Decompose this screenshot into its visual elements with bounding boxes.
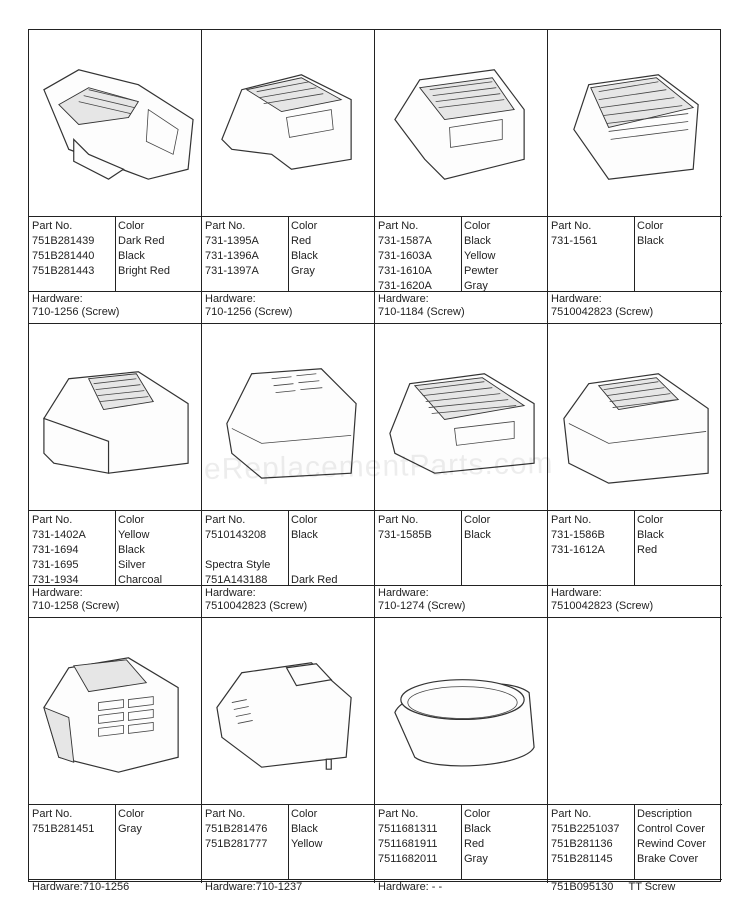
part-no-header: Part No. <box>378 220 419 232</box>
color-value: Dark Red <box>118 235 165 247</box>
style-label: Spectra Style <box>205 559 271 571</box>
description-value: Control Cover <box>637 823 705 835</box>
part-number: 731-1695 <box>32 559 79 571</box>
color-value: Black <box>464 235 491 247</box>
part-number: 751B281145 <box>551 853 613 865</box>
hardware-info: Hardware: 710-1258 (Screw) <box>32 587 120 612</box>
color-value: Dark Red <box>291 574 338 586</box>
part-no-header: Part No. <box>205 808 246 820</box>
part-number: 731-1561 <box>551 235 598 247</box>
part-no-header: Part No. <box>378 514 419 526</box>
part-info-11 <box>375 805 547 880</box>
part-info-9 <box>29 805 201 880</box>
part-cell-12 <box>548 618 722 893</box>
part-no-header: Part No. <box>32 514 73 526</box>
part-no-header: Part No. <box>378 808 419 820</box>
hardware-info: Hardware: 710-1274 (Screw) <box>378 587 466 612</box>
color-value: Black <box>464 823 491 835</box>
hardware-info: 751B095130 TT Screw <box>551 881 676 893</box>
color-header: Color <box>637 220 664 232</box>
description-header: Description <box>637 808 693 820</box>
part-cell-5 <box>29 324 202 618</box>
color-value: Black <box>464 529 491 541</box>
part-no-header: Part No. <box>32 220 73 232</box>
hood-housing-4-icon <box>548 30 722 217</box>
part-cell-4 <box>548 30 722 324</box>
part-info-5 <box>29 511 201 586</box>
hood-housing-3-icon <box>375 30 547 217</box>
part-no-header: Part No. <box>551 808 592 820</box>
hardware-info: Hardware:710-1256 <box>32 881 130 893</box>
part-number: 731-1934 <box>32 574 79 586</box>
part-number: 751B281440 <box>32 250 95 262</box>
color-header: Color <box>118 514 145 526</box>
color-value: Yellow <box>464 250 496 262</box>
color-value: Black <box>637 235 664 247</box>
part-cell-1 <box>29 30 202 324</box>
part-number: 751B281136 <box>551 838 613 850</box>
hood-housing-9-icon <box>29 618 201 805</box>
color-value: Silver <box>118 559 146 571</box>
part-no-header: Part No. <box>32 808 73 820</box>
color-header: Color <box>291 808 318 820</box>
hardware-info: Hardware: 710-1184 (Screw) <box>378 293 465 318</box>
part-number: 7511681311 <box>378 823 438 835</box>
color-value: Red <box>464 838 485 850</box>
hood-housing-1-icon <box>29 30 201 217</box>
description-value: Brake Cover <box>637 853 699 865</box>
color-header: Color <box>291 514 318 526</box>
hardware-info: Hardware:710-1237 <box>205 881 303 893</box>
color-header: Color <box>291 220 318 232</box>
color-value: Gray <box>118 823 142 835</box>
part-info-4 <box>548 217 722 292</box>
part-info-2 <box>202 217 374 292</box>
part-no-header: Part No. <box>205 514 246 526</box>
part-no-header: Part No. <box>205 220 246 232</box>
color-header: Color <box>464 808 491 820</box>
color-value: Black <box>118 250 145 262</box>
part-number: 731-1603A <box>378 250 432 262</box>
color-header: Color <box>464 220 491 232</box>
color-value: Black <box>291 529 318 541</box>
part-number: 731-1694 <box>32 544 79 556</box>
part-number: 731-1396A <box>205 250 259 262</box>
part-cell-9 <box>29 618 202 893</box>
part-number: 731-1610A <box>378 265 432 277</box>
part-cell-11 <box>375 618 548 893</box>
part-info-12 <box>548 805 722 880</box>
hardware-info: Hardware: 710-1256 (Screw) <box>32 293 120 318</box>
part-number: 751B281439 <box>32 235 95 247</box>
hardware-info: Hardware: 710-1256 (Screw) <box>205 293 293 318</box>
hardware-info: Hardware: 7510042823 (Screw) <box>551 293 654 318</box>
part-info-6 <box>202 511 374 586</box>
color-header: Color <box>118 220 145 232</box>
part-cell-8 <box>548 324 722 618</box>
color-value: Gray <box>291 265 315 277</box>
part-number: 731-1395A <box>205 235 259 247</box>
hood-housing-2-icon <box>202 30 374 217</box>
part-number: 7511681911 <box>378 838 438 850</box>
color-header: Color <box>118 808 145 820</box>
part-number: 7511682011 <box>378 853 438 865</box>
part-info-8 <box>548 511 722 586</box>
part-info-1 <box>29 217 201 292</box>
color-value: Yellow <box>118 529 150 541</box>
hood-housing-8-icon <box>548 324 722 511</box>
color-header: Color <box>464 514 491 526</box>
color-value: Black <box>291 250 318 262</box>
color-value: Bright Red <box>118 265 170 277</box>
color-value: Red <box>637 544 658 556</box>
color-value: Black <box>118 544 145 556</box>
part-number: 751B2251037 <box>551 823 620 835</box>
part-number: 731-1612A <box>551 544 605 556</box>
part-number <box>205 543 287 558</box>
color-value: Gray <box>464 280 488 292</box>
hardware-info: Hardware: 7510042823 (Screw) <box>551 587 654 612</box>
shroud-ring-icon <box>375 618 547 805</box>
part-number: 731-1585B <box>378 529 432 541</box>
part-info-7 <box>375 511 547 586</box>
color-value: Black <box>637 529 664 541</box>
description-value: Rewind Cover <box>637 838 707 850</box>
color-value: Gray <box>464 853 488 865</box>
part-cell-2 <box>202 30 375 324</box>
part-number: 751B281777 <box>205 838 268 850</box>
part-info-3 <box>375 217 547 292</box>
part-number: 751A143188 <box>205 574 268 586</box>
part-number: 731-1587A <box>378 235 432 247</box>
part-number: 731-1402A <box>32 529 86 541</box>
color-value: Red <box>291 235 312 247</box>
part-number: 751B281443 <box>32 265 95 277</box>
color-value: Black <box>291 823 318 835</box>
color-value: Yellow <box>291 838 323 850</box>
part-number: 751B281476 <box>205 823 268 835</box>
part-number: 7510143208 <box>205 529 267 541</box>
hardware-info: Hardware: 7510042823 (Screw) <box>205 587 308 612</box>
color-header: Color <box>637 514 664 526</box>
part-number: 751B281451 <box>32 823 95 835</box>
part-number: 731-1397A <box>205 265 259 277</box>
part-no-header: Part No. <box>551 220 592 232</box>
cover-set-icon <box>548 618 722 805</box>
watermark: eReplacementParts.com <box>203 446 554 487</box>
part-info-10 <box>202 805 374 880</box>
color-value: Charcoal <box>118 574 163 586</box>
part-cell-10 <box>202 618 375 893</box>
part-number: 731-1620A <box>378 280 432 292</box>
color-value: Pewter <box>464 265 499 277</box>
hardware-info: Hardware: - - <box>378 881 443 893</box>
engine-cover-icon <box>202 618 374 805</box>
parts-sheet <box>28 29 721 893</box>
part-cell-3 <box>375 30 548 324</box>
part-number: 731-1586B <box>551 529 605 541</box>
hood-housing-5-icon <box>29 324 201 511</box>
part-no-header: Part No. <box>551 514 592 526</box>
